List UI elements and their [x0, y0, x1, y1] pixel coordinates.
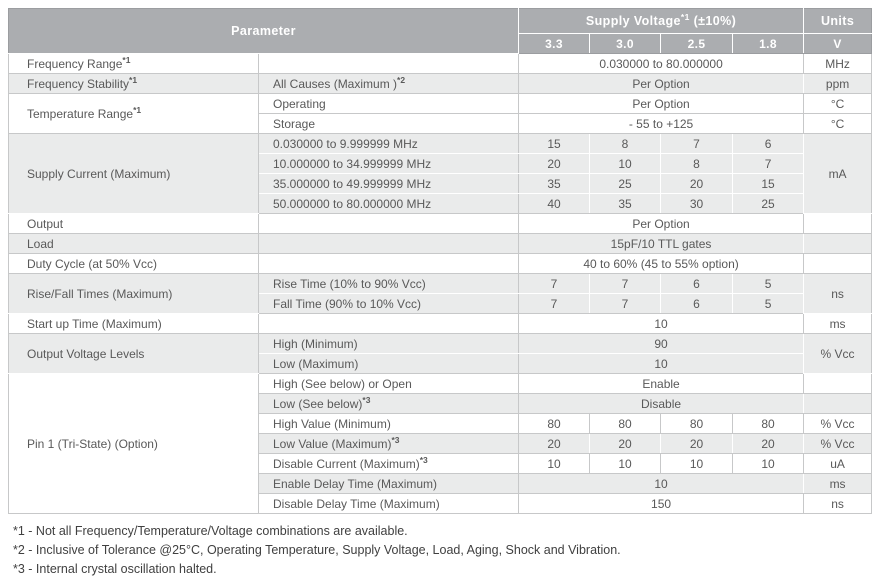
value-cell: 6 — [733, 134, 804, 154]
value-cell: 15pF/10 TTL gates — [519, 234, 804, 254]
unit-cell — [804, 394, 872, 414]
subparam-cell: All Causes (Maximum )$^{*2}$ — [259, 74, 519, 94]
unit-cell: mA — [804, 134, 872, 214]
header-voltage-1p8: 1.8 — [733, 34, 804, 54]
subparam-cell — [259, 314, 519, 334]
value-cell: 10 — [519, 454, 590, 474]
value-cell: 7 — [590, 274, 661, 294]
header-units-value: V — [804, 34, 872, 54]
footnote-1: *1 - Not all Frequency/Temperature/Voltage combinations are available. — [13, 524, 408, 538]
value-cell: Enable — [519, 374, 804, 394]
value-cell: 20 — [590, 434, 661, 454]
subparam-cell: Disable Current (Maximum)$^{*3}$ — [259, 454, 519, 474]
subparam-cell: 35.000000 to 49.999999 MHz — [259, 174, 519, 194]
unit-cell: % Vcc — [804, 414, 872, 434]
subparam-cell: Operating — [259, 94, 519, 114]
unit-cell: °C — [804, 114, 872, 134]
table-row — [9, 254, 872, 274]
value-cell: 8 — [661, 154, 733, 174]
subparam-cell: 0.030000 to 9.999999 MHz — [259, 134, 519, 154]
value-cell: Per Option — [519, 94, 804, 114]
value-cell: 5 — [733, 274, 804, 294]
footnote-ref-1: *1 — [122, 54, 131, 65]
footnote-ref-1: *1 — [680, 11, 690, 22]
value-cell: 80 — [519, 414, 590, 434]
value-cell: 20 — [519, 154, 590, 174]
value-cell: 6 — [661, 274, 733, 294]
datasheet-page — [0, 8, 880, 576]
value-cell: 25 — [590, 174, 661, 194]
subparam-cell: High (Minimum) — [259, 334, 519, 354]
value-cell: 5 — [733, 294, 804, 314]
unit-cell — [804, 374, 872, 394]
footnotes — [13, 522, 880, 579]
param-cell: Frequency Range$^{*1}$ — [9, 54, 259, 74]
subparam-cell: Low (Maximum) — [259, 354, 519, 374]
unit-cell: ns — [804, 274, 872, 314]
param-cell: Pin 1 (Tri-State) (Option) — [9, 374, 259, 514]
value-cell: 20 — [661, 434, 733, 454]
param-cell: Supply Current (Maximum) — [9, 134, 259, 214]
spec-table — [8, 8, 872, 514]
subparam-cell: 50.000000 to 80.000000 MHz — [259, 194, 519, 214]
footnote-ref-1: *1 — [129, 74, 138, 85]
value-cell: 40 to 60% (45 to 55% option) — [519, 254, 804, 274]
footnote-ref-3: *3 — [419, 454, 428, 465]
value-cell: 35 — [519, 174, 590, 194]
footnote-ref-1: *1 — [133, 104, 142, 115]
header-supply-voltage: Supply Voltage$^{*1}$ (±10%) — [519, 9, 804, 34]
value-cell: 90 — [519, 334, 804, 354]
unit-cell: MHz — [804, 54, 872, 74]
value-cell: 7 — [519, 294, 590, 314]
footnote-3: *3 - Internal crystal oscillation halted. — [13, 562, 217, 576]
value-cell: 150 — [519, 494, 804, 514]
value-cell: 6 — [661, 294, 733, 314]
value-cell: 20 — [519, 434, 590, 454]
unit-cell — [804, 214, 872, 234]
subparam-cell — [259, 254, 519, 274]
footnote-ref-3: *3 — [362, 394, 371, 405]
unit-cell — [804, 234, 872, 254]
value-cell: 10 — [733, 454, 804, 474]
value-cell: 20 — [661, 174, 733, 194]
subparam-cell: Low Value (Maximum)$^{*3}$ — [259, 434, 519, 454]
value-cell: 8 — [590, 134, 661, 154]
table-row — [9, 54, 872, 74]
value-cell: 15 — [519, 134, 590, 154]
header-voltage-3p3: 3.3 — [519, 34, 590, 54]
value-cell: 80 — [733, 414, 804, 434]
table-row — [9, 314, 872, 334]
unit-cell: % Vcc — [804, 334, 872, 374]
value-cell: 25 — [733, 194, 804, 214]
subparam-cell: Enable Delay Time (Maximum) — [259, 474, 519, 494]
value-cell: 40 — [519, 194, 590, 214]
unit-cell: uA — [804, 454, 872, 474]
value-cell: 35 — [590, 194, 661, 214]
value-cell: 7 — [733, 154, 804, 174]
param-cell: Duty Cycle (at 50% Vcc) — [9, 254, 259, 274]
subparam-cell: High Value (Minimum) — [259, 414, 519, 434]
unit-cell — [804, 254, 872, 274]
subparam-cell: Fall Time (90% to 10% Vcc) — [259, 294, 519, 314]
subparam-cell — [259, 234, 519, 254]
value-cell: 30 — [661, 194, 733, 214]
param-cell: Output — [9, 214, 259, 234]
header-voltage-3p0: 3.0 — [590, 34, 661, 54]
header-parameter: Parameter — [9, 9, 519, 54]
param-cell: Frequency Stability$^{*1}$ — [9, 74, 259, 94]
subparam-cell: 10.000000 to 34.999999 MHz — [259, 154, 519, 174]
table-row — [9, 374, 872, 394]
param-cell: Rise/Fall Times (Maximum) — [9, 274, 259, 314]
value-cell: 80 — [661, 414, 733, 434]
value-cell: 10 — [590, 154, 661, 174]
unit-cell: ms — [804, 314, 872, 334]
unit-cell: °C — [804, 94, 872, 114]
header-voltage-2p5: 2.5 — [661, 34, 733, 54]
value-cell: 7 — [661, 134, 733, 154]
value-cell: 7 — [590, 294, 661, 314]
value-cell: 15 — [733, 174, 804, 194]
value-cell: 10 — [590, 454, 661, 474]
value-cell: 0.030000 to 80.000000 — [519, 54, 804, 74]
value-cell: Per Option — [519, 214, 804, 234]
unit-cell: ns — [804, 494, 872, 514]
table-row — [9, 274, 872, 294]
value-cell: Per Option — [519, 74, 804, 94]
subparam-cell: Storage — [259, 114, 519, 134]
footnote-ref-3: *3 — [391, 434, 400, 445]
param-cell: Start up Time (Maximum) — [9, 314, 259, 334]
table-row — [9, 134, 872, 154]
table-row — [9, 234, 872, 254]
value-cell: 7 — [519, 274, 590, 294]
table-row — [9, 214, 872, 234]
table-row — [9, 74, 872, 94]
unit-cell: % Vcc — [804, 434, 872, 454]
subparam-cell — [259, 54, 519, 74]
param-cell: Temperature Range$^{*1}$ — [9, 94, 259, 134]
unit-cell: ms — [804, 474, 872, 494]
subparam-cell: Rise Time (10% to 90% Vcc) — [259, 274, 519, 294]
footnote-ref-2: *2 — [397, 74, 406, 85]
value-cell: 10 — [519, 354, 804, 374]
param-cell: Load — [9, 234, 259, 254]
unit-cell: ppm — [804, 74, 872, 94]
value-cell: 20 — [733, 434, 804, 454]
table-row — [9, 334, 872, 354]
value-cell: - 55 to +125 — [519, 114, 804, 134]
table-header-row — [9, 9, 872, 34]
value-cell: 10 — [519, 474, 804, 494]
value-cell: 10 — [519, 314, 804, 334]
footnote-2: *2 - Inclusive of Tolerance @25°C, Operating Temperature, Supply Voltage, Load, Aging, Shock and Vibration. — [13, 543, 621, 557]
header-units: Units — [804, 9, 872, 34]
subparam-cell: High (See below) or Open — [259, 374, 519, 394]
value-cell: Disable — [519, 394, 804, 414]
table-row — [9, 94, 872, 114]
subparam-cell — [259, 214, 519, 234]
value-cell: 80 — [590, 414, 661, 434]
subparam-cell: Disable Delay Time (Maximum) — [259, 494, 519, 514]
param-cell: Output Voltage Levels — [9, 334, 259, 374]
subparam-cell: Low (See below)$^{*3}$ — [259, 394, 519, 414]
value-cell: 10 — [661, 454, 733, 474]
